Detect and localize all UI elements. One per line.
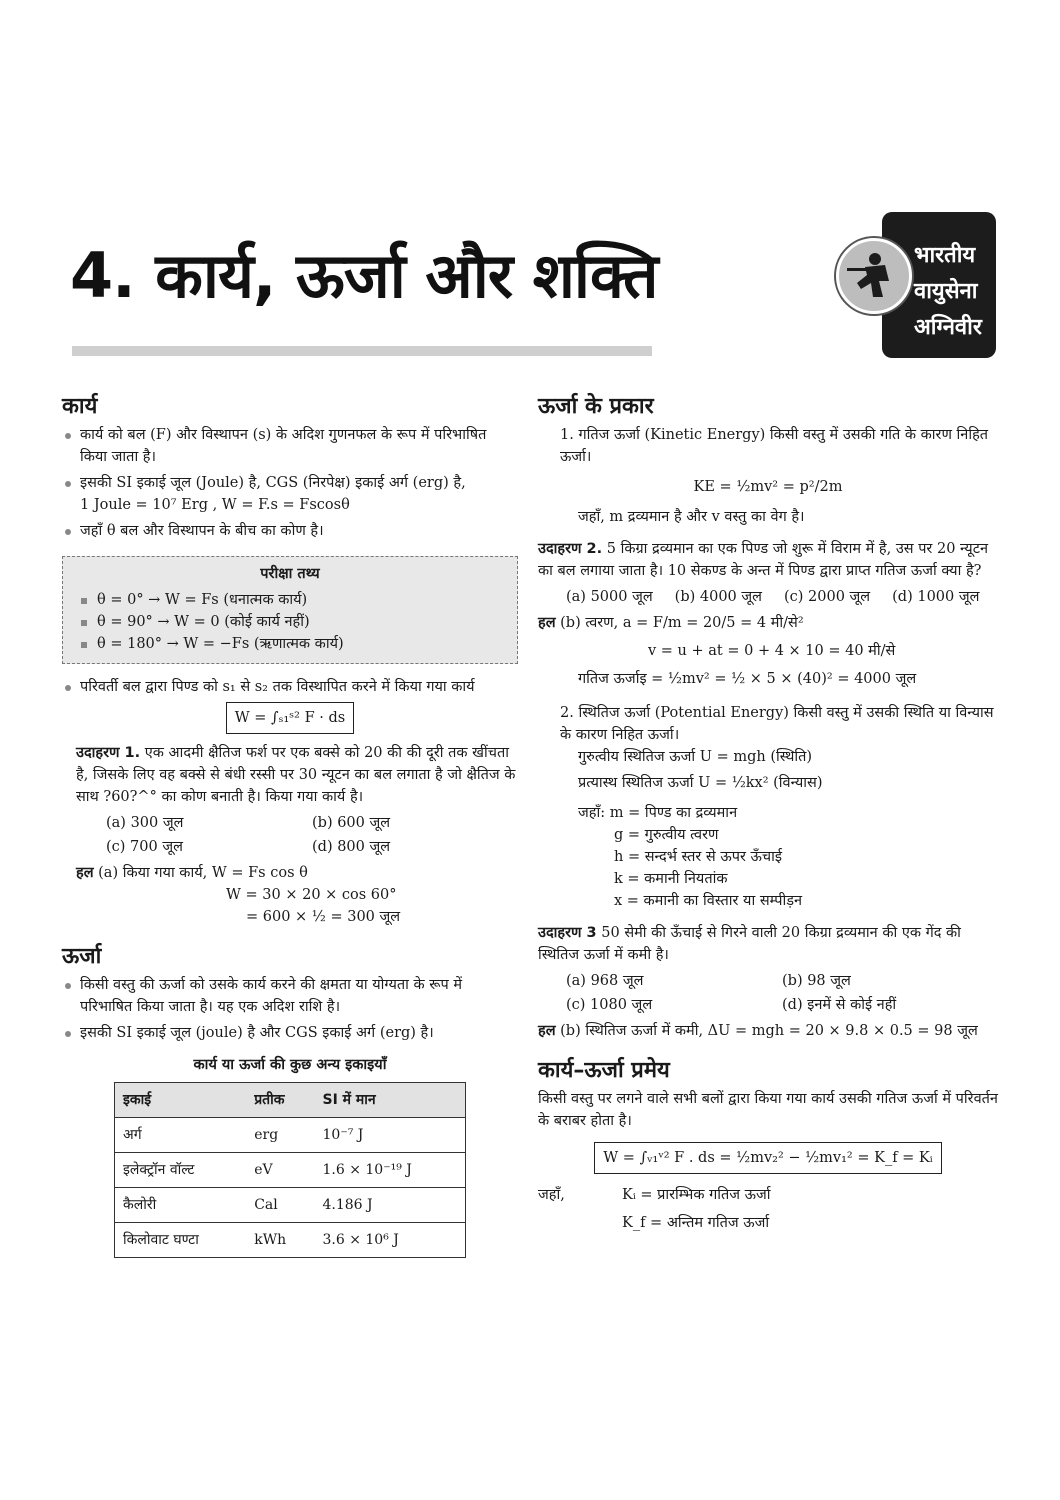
example-1-solution xyxy=(62,862,518,884)
solution-line: (a) किया गया कार्य, W = Fs cos θ xyxy=(98,865,308,881)
variable-force-formula: W = ∫ₛ₁ˢ² F · ds xyxy=(226,702,354,734)
pe-where-list xyxy=(538,802,998,912)
right-column xyxy=(538,396,998,1234)
table-row xyxy=(115,1118,466,1153)
energy-heading: ऊर्जा xyxy=(62,944,102,969)
table-cell: 1.6 × 10⁻¹⁹ J xyxy=(315,1153,466,1188)
pe-where-item: k = कमानी नियतांक xyxy=(614,871,728,887)
work-energy-theorem-formula: W = ∫ᵥ₁ᵛ² F . ds = ½mv₂² − ½mv₁² = K_f = Kᵢ xyxy=(594,1142,941,1174)
option: (c) 2000 जूल xyxy=(783,589,871,605)
work-energy-theorem-heading: कार्य–ऊर्जा प्रमेय xyxy=(538,1058,670,1083)
solution-line: = 600 × ½ = 300 जूल xyxy=(246,909,401,925)
solution-line: (b) स्थितिज ऊर्जा में कमी, ΔU = mgh = 20 × 9.8 × 0.5 = 98 जूल xyxy=(560,1023,978,1039)
chapter-title: 4. कार्य, ऊर्जा और शक्ति xyxy=(70,239,658,312)
left-column xyxy=(62,396,518,1258)
example-3-options xyxy=(538,970,998,1016)
table-header: प्रतीक xyxy=(246,1083,314,1118)
option: (a) 300 जूल xyxy=(106,815,184,831)
badge-line-1: भारतीय xyxy=(914,243,976,268)
theorem-ki: Kᵢ = प्रारम्भिक गतिज ऊर्जा xyxy=(622,1187,771,1203)
solution-line: v = u + at = 0 + 4 × 10 = 40 मी/से xyxy=(648,643,896,659)
table-header: SI में मान xyxy=(315,1083,466,1118)
table-cell: 3.6 × 10⁶ J xyxy=(315,1223,466,1258)
exam-facts-box xyxy=(62,556,518,664)
table-cell: erg xyxy=(246,1118,314,1153)
units-table-caption: कार्य या ऊर्जा की कुछ अन्य इकाइयाँ xyxy=(193,1057,387,1073)
example-2-text: 5 किग्रा द्रव्यमान का एक पिण्ड जो शुरू में विराम में है, उस पर 20 न्यूटन का बल लगाया जाता है। 10 सेकण्ड के अन्त में पिण्ड द्वारा प्राप्त गतिज ऊर्जा क्या है? xyxy=(538,541,989,579)
title-underline xyxy=(72,346,652,356)
badge-line-2: वायुसेना xyxy=(914,279,978,304)
kinetic-energy-definition: 1. गतिज ऊर्जा (Kinetic Energy) किसी वस्तु में उसकी गति के कारण निहित ऊर्जा। xyxy=(560,427,989,465)
example-1-options xyxy=(62,812,518,858)
table-cell: अर्ग xyxy=(115,1118,247,1153)
example-3-solution xyxy=(538,1020,998,1042)
table-header: इकाई xyxy=(115,1083,247,1118)
option: (a) 968 जूल xyxy=(566,973,644,989)
solution-line: (b) त्वरण, a = F/m = 20/5 = 4 मी/से² xyxy=(560,615,804,631)
exam-fact-item: θ = 0° → W = Fs (धनात्मक कार्य) xyxy=(77,589,503,611)
example-3-text: 50 सेमी की ऊँचाई से गिरने वाली 20 किग्रा द्रव्यमान की एक गेंद की स्थितिज ऊर्जा में कमी है। xyxy=(538,925,961,963)
potential-energy-definition: 2. स्थितिज ऊर्जा (Potential Energy) किसी वस्तु में उसकी स्थिति या विन्यास के कारण निहित ऊर्जा। xyxy=(560,705,994,743)
work-si-unit xyxy=(62,472,518,516)
table-cell: इलेक्ट्रॉन वॉल्ट xyxy=(115,1153,247,1188)
option: (d) इनमें से कोई नहीं xyxy=(782,997,897,1013)
badge-line-3: अग्निवीर xyxy=(914,315,982,340)
variable-force-work: परिवर्ती बल द्वारा पिण्ड को s₁ से s₂ तक विस्थापित करने में किया गया कार्य xyxy=(62,676,518,698)
option: (d) 1000 जूल xyxy=(892,589,980,605)
option: (a) 5000 जूल xyxy=(566,589,653,605)
work-angle-note: जहाँ θ बल और विस्थापन के बीच का कोण है। xyxy=(62,520,518,542)
table-cell: 4.186 J xyxy=(315,1188,466,1223)
pe-where-item: h = सन्दर्भ स्तर से ऊपर ऊँचाई xyxy=(614,849,782,865)
option: (b) 600 जूल xyxy=(312,815,391,831)
soldier-logo-icon xyxy=(836,238,912,314)
work-si-unit-line1: इसकी SI इकाई जूल (Joule) है, CGS (निरपेक्ष) इकाई अर्ग (erg) है, xyxy=(80,475,466,491)
kinetic-energy-where: जहाँ, m द्रव्यमान है और v वस्तु का वेग है। xyxy=(578,509,805,525)
option: (b) 4000 जूल xyxy=(674,589,762,605)
example-3 xyxy=(538,922,998,966)
elastic-pe: प्रत्यास्थ स्थितिज ऊर्जा U = ½kx² (विन्यास) xyxy=(578,775,823,791)
solution-label: हल xyxy=(76,865,94,881)
work-heading: कार्य xyxy=(62,394,98,419)
solution-label: हल xyxy=(538,615,556,631)
table-cell: किलोवाट घण्टा xyxy=(115,1223,247,1258)
table-cell: eV xyxy=(246,1153,314,1188)
example-2-solution xyxy=(538,612,998,634)
example-2-options xyxy=(538,586,998,608)
energy-types-heading: ऊर्जा के प्रकार xyxy=(538,394,654,419)
energy-si-unit: इसकी SI इकाई जूल (joule) है और CGS इकाई अर्ग (erg) है। xyxy=(62,1022,518,1044)
solution-line: W = 30 × 20 × cos 60° xyxy=(226,887,397,903)
table-row xyxy=(115,1223,466,1258)
solution-line: गतिज ऊर्जाइ = ½mv² = ½ × 5 × (40)² = 4000 जूल xyxy=(578,671,917,687)
pe-where-item: x = कमानी का विस्तार या सम्पीड़न xyxy=(614,893,803,909)
option: (c) 1080 जूल xyxy=(566,997,653,1013)
example-2 xyxy=(538,538,998,582)
work-energy-theorem-text: किसी वस्तु पर लगने वाले सभी बलों द्वारा किया गया कार्य उसकी गतिज ऊर्जा में परिवर्तन के बराबर होता है। xyxy=(538,1091,998,1129)
theorem-kf: K_f = अन्तिम गतिज ऊर्जा xyxy=(622,1215,770,1231)
theorem-where xyxy=(538,1184,998,1234)
table-row xyxy=(115,1153,466,1188)
gravitational-pe: गुरुत्वीय स्थितिज ऊर्जा U = mgh (स्थिति) xyxy=(578,749,813,765)
exam-fact-item: θ = 90° → W = 0 (कोई कार्य नहीं) xyxy=(77,611,503,633)
example-1-text: एक आदमी क्षैतिज फर्श पर एक बक्से को 20 की की दूरी तक खींचता है, जिसके लिए वह बक्से से बंधी रस्सी पर 30 न्यूटन का बल लगाता है जो क्षैतिज के साथ ?60?^° का कोण बनाती है। किया गया कार्य है। xyxy=(76,745,516,805)
theorem-where-label: जहाँ, xyxy=(538,1187,565,1203)
example-3-label: उदाहरण 3 xyxy=(538,925,597,941)
example-2-label: उदाहरण 2. xyxy=(538,541,603,557)
table-cell: 10⁻⁷ J xyxy=(315,1118,466,1153)
exam-facts-title: परीक्षा तथ्य xyxy=(260,566,320,582)
example-1 xyxy=(62,742,518,808)
units-table xyxy=(114,1082,466,1258)
table-cell: kWh xyxy=(246,1223,314,1258)
table-row xyxy=(115,1188,466,1223)
pe-where-item: जहाँ: m = पिण्ड का द्रव्यमान xyxy=(578,805,738,821)
table-cell: Cal xyxy=(246,1188,314,1223)
table-cell: कैलोरी xyxy=(115,1188,247,1223)
solution-label: हल xyxy=(538,1023,556,1039)
option: (b) 98 जूल xyxy=(782,973,851,989)
kinetic-energy-formula: KE = ½mv² = p²/2m xyxy=(693,479,843,495)
pe-where-item: g = गुरुत्वीय त्वरण xyxy=(614,827,719,843)
work-si-unit-line2: 1 Joule = 10⁷ Erg , W = F.s = Fscosθ xyxy=(80,497,350,513)
energy-definition: किसी वस्तु की ऊर्जा को उसके कार्य करने की क्षमता या योग्यता के रूप में परिभाषित किया जाता है। यह एक अदिश राशि है। xyxy=(62,974,518,1018)
option: (d) 800 जूल xyxy=(312,839,391,855)
example-1-label: उदाहरण 1. xyxy=(76,745,141,761)
exam-fact-item: θ = 180° → W = −Fs (ऋणात्मक कार्य) xyxy=(77,633,503,655)
option: (c) 700 जूल xyxy=(106,839,183,855)
work-definition: कार्य को बल (F) और विस्थापन (s) के अदिश गुणनफल के रूप में परिभाषित किया जाता है। xyxy=(62,424,518,468)
